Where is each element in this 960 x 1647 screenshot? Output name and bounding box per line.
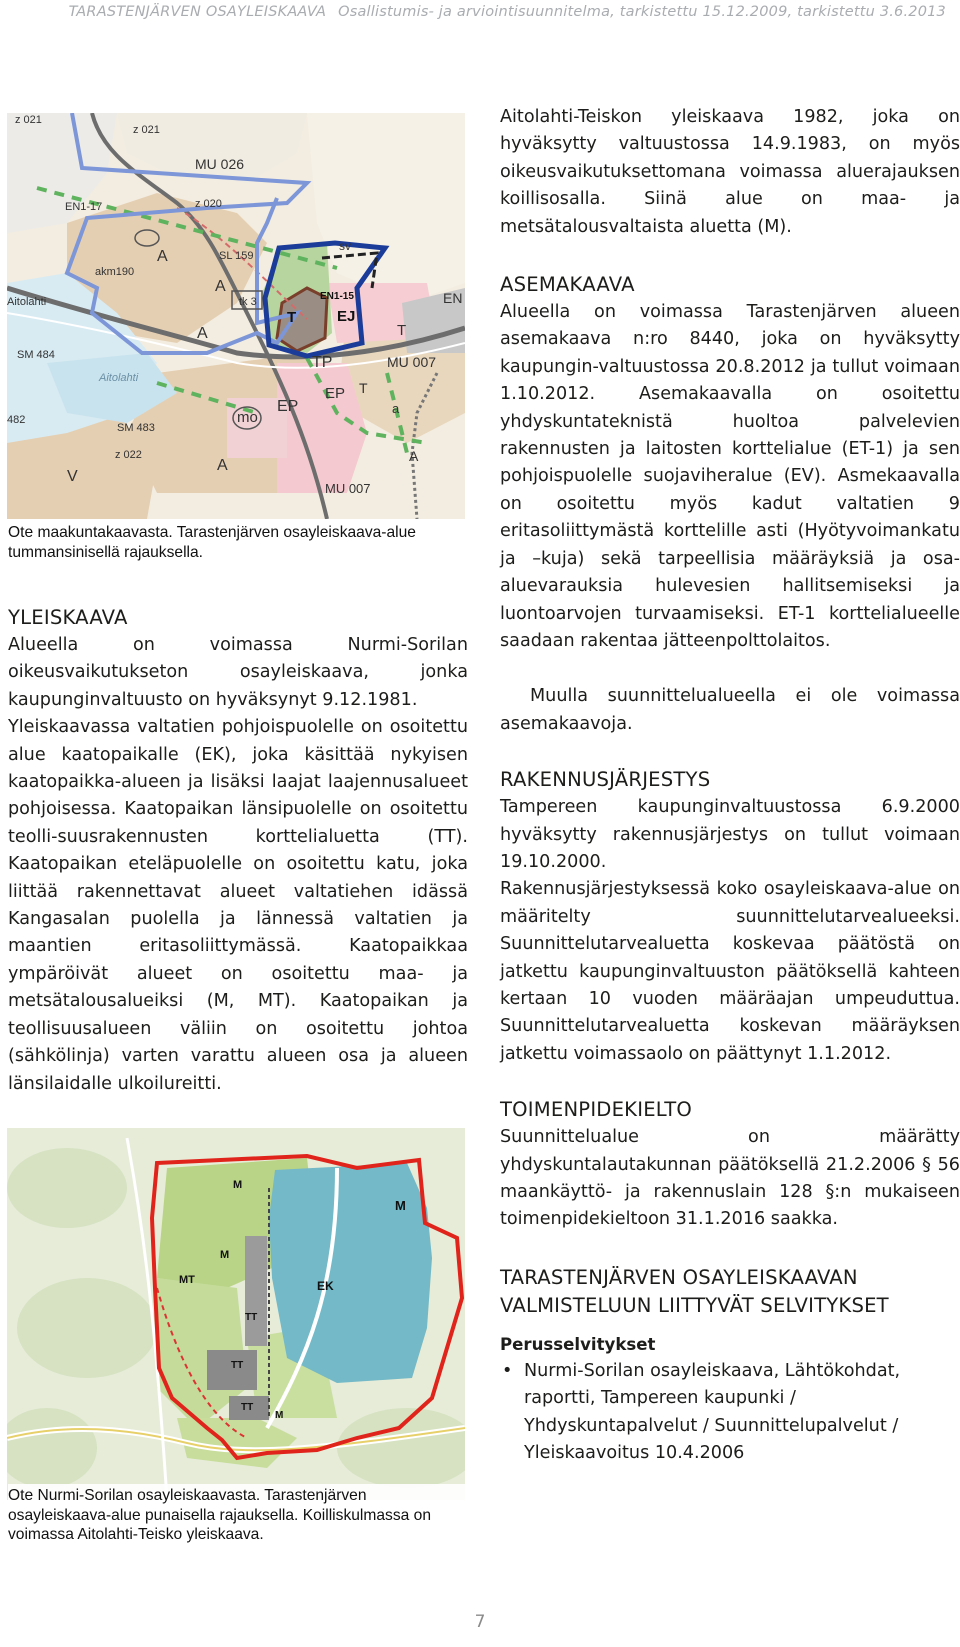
header-subtitle: Osallistumis- ja arviointisuunnitelma, tarkistettu 15.12.2009, tarkistettu 3.6.2013 — [338, 4, 946, 20]
map1-label: SM 483 — [117, 422, 155, 434]
map2-label: TT — [241, 1402, 254, 1413]
map1-label: T — [287, 309, 297, 326]
map2-label: M — [233, 1179, 243, 1191]
map1-label: z 022 — [115, 449, 142, 461]
page-number: 7 — [474, 1612, 486, 1632]
map1-label: A — [409, 448, 419, 464]
section-heading-selvitykset: TARASTENJÄRVEN OSAYLEISKAAVAN VALMISTELUUN LIITTYVÄT SELVITYKSET — [500, 1265, 889, 1317]
map1-label: z 021 — [15, 114, 42, 126]
right-column — [500, 104, 960, 1467]
running-header — [0, 4, 946, 20]
master-plan-map — [7, 1128, 465, 1500]
paragraph: Muulla suunnittelualueella ei ole voimassa asemakaavoja. — [500, 686, 960, 734]
map1-label: T — [359, 380, 368, 396]
map1-label: EJ — [337, 308, 356, 325]
map1-label: EP — [325, 385, 346, 402]
header-title: TARASTENJÄRVEN OSAYLEISKAAVA — [68, 4, 327, 20]
subheading-perusselvitykset: Perusselvitykset — [500, 1334, 656, 1354]
map1-label: SL 159 — [219, 250, 254, 262]
section-heading-asemakaava: ASEMAKAAVA — [500, 273, 635, 297]
map2-label: M — [220, 1249, 230, 1261]
map1-label: EP — [277, 398, 299, 415]
map1-label: MU 007 — [387, 354, 437, 370]
paragraph: Rakennusjärjestyksessä koko osayleiskaava-alue on määritelty suunnittelutarvealueeksi. Suunnittelutarvealuetta koskevaa päätöstä on jatkettu kaupunginvaltuuston päätöksellä kahteen kertaan 10 vuoden määräajan umpeuduttua. Suunnittelutarvealuetta koskevan määräyksen jatkettu voimassaolo on päättynyt 1.1.2012. — [500, 879, 960, 1064]
map1-label: 482 — [7, 414, 26, 426]
map1-label: EN — [443, 290, 463, 306]
section-heading-yleiskaava: YLEISKAAVA — [8, 606, 128, 629]
paragraph: Suunnittelualue on määrätty yhdyskuntalautakunnan päätöksellä 21.2.2006 § 56 maankäyttö- ja rakennuslain 128 §:n mukaiseen toimenpidekieltoon 31.1.2016 saakka. — [500, 1127, 960, 1230]
map2-label: EK — [317, 1279, 334, 1293]
map1-label: T — [397, 322, 407, 339]
paragraph: Aitolahti-Teiskon yleiskaava 1982, joka on hyväksytty valtuustossa 14.9.1983, on myös oikeusvaikutuksettomana voimassa aluerajauksen koillisosalla. Siinä alue on maa- ja metsätalousvaltaista aluetta (M). — [500, 107, 960, 237]
map1-label: EN1-15 — [320, 291, 354, 302]
regional-plan-map-graphic — [7, 113, 465, 519]
map1-label: MU 026 — [195, 156, 245, 172]
paragraph: Tampereen kaupunginvaltuustossa 6.9.2000 hyväksytty rakennusjärjestys on tullut voimaan 19.10.2000. — [500, 797, 960, 872]
map1-label: EN1-17 — [65, 201, 103, 213]
map1-label: V — [67, 468, 78, 485]
map2-label: TT — [245, 1312, 258, 1323]
map2-label: M — [275, 1410, 284, 1421]
map1-label: a — [392, 401, 400, 416]
map1-label: akm190 — [95, 266, 135, 278]
map2-label: TT — [231, 1360, 244, 1371]
map1-label: SM 484 — [17, 349, 55, 361]
regional-plan-map — [7, 113, 465, 519]
map1-label: sv — [339, 239, 351, 253]
bullet-list — [500, 1358, 960, 1468]
map1-label: A — [217, 457, 228, 474]
map1-label: mo — [237, 409, 258, 426]
map2-label: M — [395, 1198, 406, 1213]
map1-label: A — [157, 248, 168, 265]
map1-label: TP — [312, 354, 333, 371]
map1-label: Aitolahti — [7, 296, 47, 308]
left-column — [8, 604, 468, 1098]
map1-label: A — [215, 278, 226, 295]
map1-label: MU 007 — [325, 481, 371, 496]
paragraph: Yleiskaavassa valtatien pohjoispuolelle on osoitettu alue kaatopaikalle (EK), joka käsittää nykyisen kaatopaikka-alueen ja lisäksi laajat laajennusalueet pohjoisessa. Kaatopaikan länsipuolelle on osoitettu teolli-suusrakennusten korttelialuetta (TT). Kaatopaikan eteläpuolelle on osoitettu katu, joka liittää rakennettavat alueet valtatiehen idässä Kangasalan puolella ja lännessä valtatien ja maantien eritasoliittymässä. Kaatopaikkaa ympäröivät alueet on osoitettu maa- ja metsätalousalueiksi (M, MT). Kaatopaikan ja teollisuusalueen väliin on osoitettu johtoa (sähkölinja) varten varattu alueen osa ja alueen länsilaidalle ulkoilureitti. — [8, 717, 468, 1094]
regional-plan-caption: Ote maakuntakaavasta. Tarastenjärven osayleiskaava-alue tummansinisellä rajauksella. — [8, 523, 466, 562]
map1-label: A — [197, 325, 208, 342]
paragraph: Alueella on voimassa Tarastenjärven alueen asemakaava n:ro 8440, joka on hyväksytty kaupungin-valtuustossa 20.8.2012 ja tullut voimaan 1.10.2012. Asemakaavalla on osoitettu yhdyskuntateknistä huoltoa palvelevien rakennusten ja laitosten korttelialue (ET-1) ja sen pohjoispuolelle suojaviheralue (EV). Asmekaavalla on osoitettu myös kadut valtatien 9 eritasoliittymästä korttelille asti (Hyötyvoimankatu ja –kuja) sekä tarpeellisia määräyksiä ja osa-aluevarauksia hulevesien hallitsemiseksi ja luontoarvojen turvaamiseksi. ET-1 korttelialueelle saadaan rakentaa jätteenpolttolaitos. — [500, 302, 960, 651]
map1-label: z 021 — [133, 124, 160, 136]
paragraph: Alueella on voimassa Nurmi-Sorilan oikeusvaikutukseton osayleiskaava, jonka kaupunginvaltuusto on hyväksynyt 9.12.1981. — [8, 635, 468, 710]
map1-label: tk 3 — [239, 296, 257, 308]
master-plan-map-graphic — [7, 1128, 465, 1500]
map1-label: z 020 — [195, 198, 222, 210]
map2-label: MT — [179, 1274, 195, 1286]
map1-label: Aitolahti — [99, 372, 139, 384]
section-heading-toimenpidekielto: TOIMENPIDEKIELTO — [500, 1098, 692, 1122]
list-item: • Nurmi-Sorilan osayleiskaava, Lähtökohdat, raportti, Tampereen kaupunki / Yhdyskuntapalvelut / Suunnittelupalvelut / Yleiskaavoitus 10.4.2006 — [500, 1358, 960, 1468]
master-plan-caption: Ote Nurmi-Sorilan osayleiskaavasta. Tarastenjärven osayleiskaava-alue punaisella rajauksella. Koilliskulmassa on voimassa Aitolahti-Teisko yleiskaava. — [8, 1484, 466, 1545]
section-heading-rakennusjarjestys: RAKENNUSJÄRJESTYS — [500, 768, 711, 792]
